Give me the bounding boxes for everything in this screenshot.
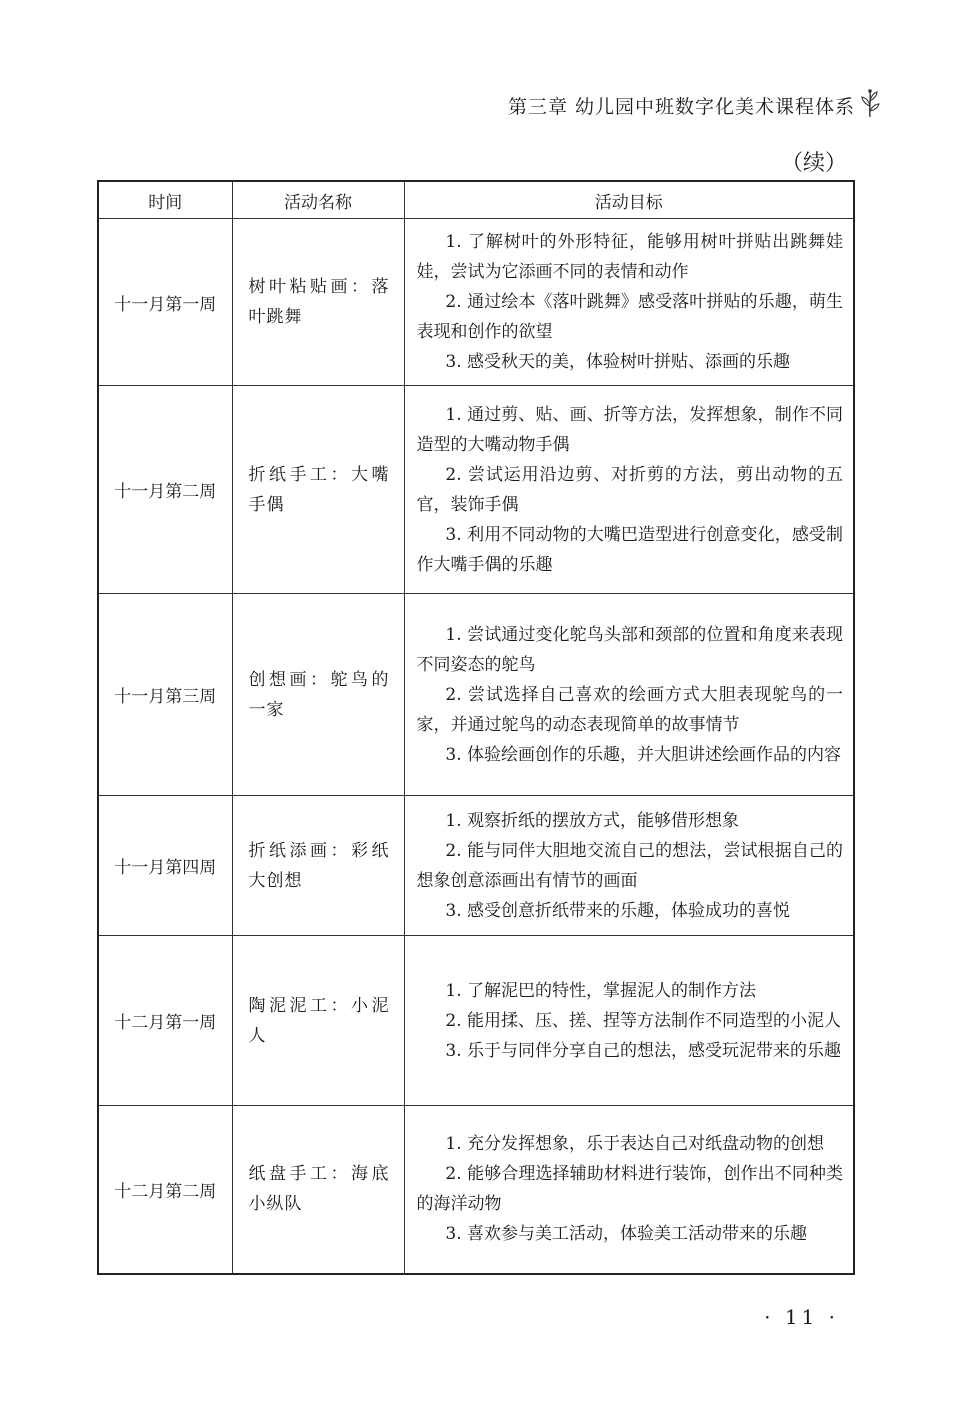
goal-item: 1. 了解泥巴的特性，掌握泥人的制作方法 <box>445 980 757 1001</box>
table-row <box>98 1106 854 1274</box>
goal-item: 2. 能用揉、压、搓、捏等方法制作不同造型的小泥人 <box>445 1010 842 1031</box>
goal-item: 2. 能与同伴大胆地交流自己的想法，尝试根据自己的想象创意添画出有情节的画面 <box>416 840 843 891</box>
time-cell: 十一月第一周 <box>98 219 232 386</box>
activity-name-cell: 纸盘手工：海底小纵队 <box>232 1106 404 1274</box>
activity-table <box>97 180 855 1275</box>
goal-item: 3. 感受创意折纸带来的乐趣，体验成功的喜悦 <box>445 900 791 921</box>
goal-item: 2. 尝试选择自己喜欢的绘画方式大胆表现鸵鸟的一家，并通过鸵鸟的动态表现简单的故事情节 <box>416 684 843 735</box>
goal-item: 3. 体验绘画创作的乐趣，并大胆讲述绘画作品的内容 <box>445 744 842 765</box>
goal-item: 3. 喜欢参与美工活动，体验美工活动带来的乐趣 <box>445 1224 808 1245</box>
time-cell: 十二月第二周 <box>98 1106 232 1274</box>
goal-item: 1. 观察折纸的摆放方式，能够借形想象 <box>445 810 740 831</box>
activity-goals-cell <box>404 796 854 936</box>
column-header-activity-goals: 活动目标 <box>404 181 854 219</box>
activity-goals-cell <box>404 386 854 594</box>
goal-item: 3. 乐于与同伴分享自己的想法，感受玩泥带来的乐趣 <box>445 1040 842 1061</box>
time-cell: 十二月第一周 <box>98 936 232 1106</box>
table-row <box>98 796 854 936</box>
table-row <box>98 386 854 594</box>
goal-item: 1. 通过剪、贴、画、折等方法，发挥想象，制作不同造型的大嘴动物手偶 <box>416 404 843 455</box>
activity-name-cell: 折纸手工：大嘴手偶 <box>232 386 404 594</box>
goal-item: 2. 通过绘本《落叶跳舞》感受落叶拼贴的乐趣，萌生表现和创作的欲望 <box>416 292 843 342</box>
goal-item: 1. 了解树叶的外形特征，能够用树叶拼贴出跳舞娃娃，尝试为它添画不同的表情和动作 <box>416 232 843 282</box>
goal-item: 3. 感受秋天的美，体验树叶拼贴、添画的乐趣 <box>445 352 791 372</box>
goal-item: 3. 利用不同动物的大嘴巴造型进行创意变化，感受制作大嘴手偶的乐趣 <box>416 524 843 575</box>
activity-name-cell: 创想画：鸵鸟的一家 <box>232 594 404 796</box>
time-cell: 十一月第四周 <box>98 796 232 936</box>
time-cell: 十一月第三周 <box>98 594 232 796</box>
running-header: 第三章 幼儿园中班数字化美术课程体系 <box>507 96 855 118</box>
activity-name-cell: 树叶粘贴画：落叶跳舞 <box>232 219 404 386</box>
goal-item: 1. 尝试通过变化鸵鸟头部和颈部的位置和角度来表现不同姿态的鸵鸟 <box>416 624 843 675</box>
time-cell: 十一月第二周 <box>98 386 232 594</box>
column-header-activity-name: 活动名称 <box>232 181 404 219</box>
table-header-row <box>98 181 854 219</box>
goal-item: 2. 尝试运用沿边剪、对折剪的方法，剪出动物的五官，装饰手偶 <box>416 464 843 515</box>
goal-item: 2. 能够合理选择辅助材料进行装饰，创作出不同种类的海洋动物 <box>416 1164 843 1215</box>
activity-name-cell: 折纸添画：彩纸大创想 <box>232 796 404 936</box>
table-row <box>98 219 854 386</box>
page-number: · 11 · <box>764 1305 839 1329</box>
goal-item: 1. 充分发挥想象，乐于表达自己对纸盘动物的创想 <box>445 1134 825 1155</box>
activity-goals-cell <box>404 936 854 1106</box>
table-row <box>98 936 854 1106</box>
column-header-time: 时间 <box>98 181 232 219</box>
activity-goals-cell <box>404 219 854 386</box>
table-row <box>98 594 854 796</box>
activity-goals-cell <box>404 1106 854 1274</box>
activity-goals-cell <box>404 594 854 796</box>
flower-sprig-icon <box>859 88 881 118</box>
activity-name-cell: 陶泥泥工：小泥人 <box>232 936 404 1106</box>
continued-label: （续） <box>780 151 847 176</box>
